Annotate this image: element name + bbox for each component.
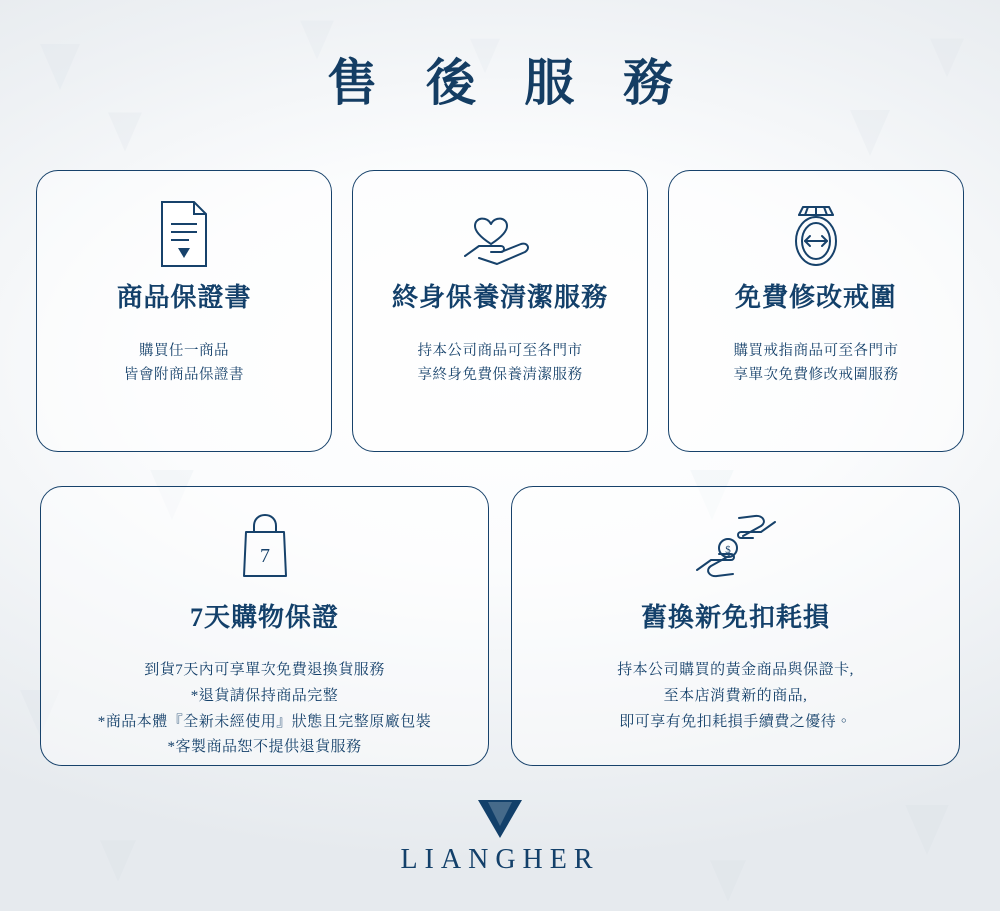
card-body — [98, 658, 432, 761]
card-title: 免費修改戒圍 — [734, 283, 897, 312]
card-line: 皆會附商品保證書 — [124, 366, 244, 383]
card-body — [734, 340, 899, 388]
card-line: 享終身免費保養清潔服務 — [417, 366, 583, 383]
shopping-bag-7-icon — [234, 509, 296, 583]
card-line: *商品本體『全新未經使用』狀態且完整原廠包裝 — [97, 713, 432, 730]
svg-text:$: $ — [724, 544, 731, 556]
card-line: 購買任一商品 — [139, 343, 229, 359]
card-body — [418, 340, 583, 388]
card-body — [124, 340, 244, 388]
card-line: 享單次免費修改戒圍服務 — [733, 366, 899, 383]
card-line: 持本公司商品可至各門市 — [417, 343, 583, 359]
hands-coin-icon — [693, 509, 779, 583]
card-line: *客製商品恕不提供退貨服務 — [167, 739, 362, 756]
seven-day-guarantee-card — [40, 486, 489, 766]
warranty-card — [36, 170, 332, 452]
ring-resize-card — [668, 170, 964, 452]
liangher-diamond-logo-icon — [478, 800, 522, 838]
card-title: 商品保證書 — [116, 283, 252, 312]
card-line: 到貨7天內可享單次免費退換貨服務 — [144, 662, 385, 678]
card-line: 購買戒指商品可至各門市 — [733, 343, 899, 359]
ring-resize-icon — [785, 197, 847, 271]
brand-footer — [0, 800, 1000, 876]
card-title: 終身保養清潔服務 — [391, 283, 608, 312]
card-line: 即可享有免扣耗損手續費之優待。 — [619, 713, 852, 730]
card-title: 舊換新免扣耗損 — [640, 603, 830, 632]
gold-trade-in-card — [511, 486, 960, 766]
page-title: 售 後 服 務 — [327, 55, 691, 111]
card-line: 至本店消費新的商品, — [663, 687, 808, 704]
service-cards-row-bottom — [0, 486, 1000, 766]
card-title: 7天購物保證 — [189, 603, 339, 632]
card-body — [617, 658, 854, 735]
hand-heart-icon — [461, 197, 539, 271]
brand-name: LIANGHER — [400, 844, 600, 875]
svg-text:7: 7 — [259, 545, 270, 567]
card-line: 持本公司購買的黃金商品與保證卡, — [617, 662, 854, 678]
service-cards-row-top — [0, 170, 1000, 452]
lifetime-care-card — [352, 170, 648, 452]
certificate-document-icon — [156, 197, 212, 271]
card-line: *退貨請保持商品完整 — [190, 687, 339, 704]
